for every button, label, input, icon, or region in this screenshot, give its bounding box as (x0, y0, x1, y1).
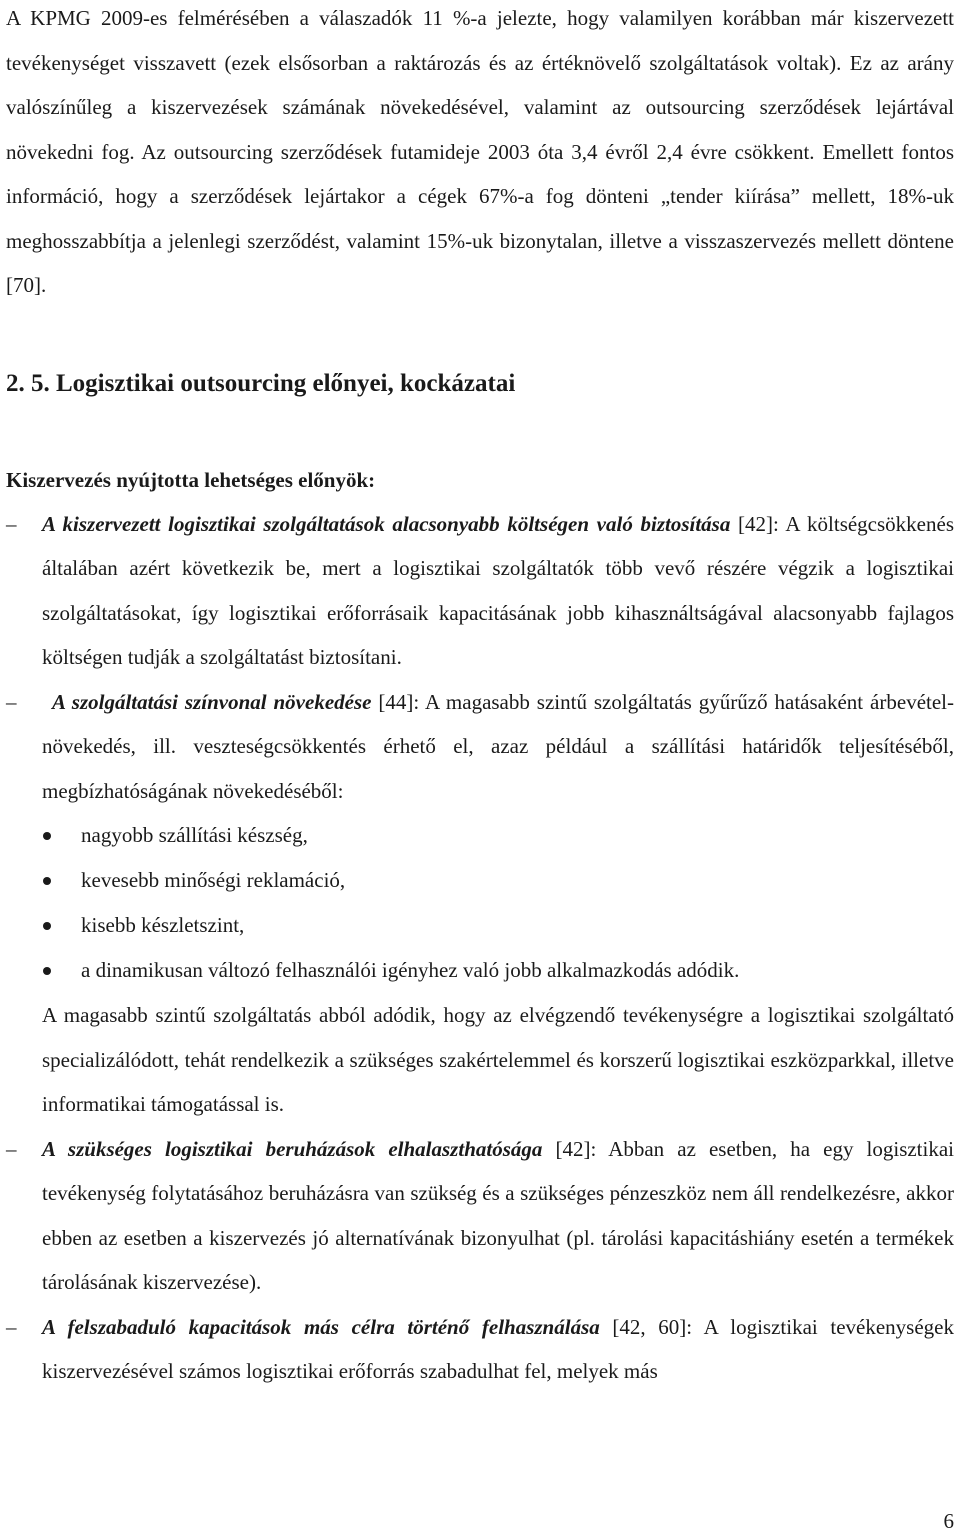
intro-paragraph: A KPMG 2009-es felmérésében a válaszadók 11 %-a jelezte, hogy valamilyen korábban már kiszervezett tevékenységet visszavett (ezek elsősorban a raktározás és az értéknövelő szolgáltatások voltak). Ez az arány valószínűleg a kiszervezések számának növekedésével, valamint az outsourcing szerződések lejártával növekedni fog. Az outsourcing szerződések futamideje 2003 óta 3,4 évről 2,4 évre csökkent. Emellett fontos információ, hogy a szerződések lejártakor a cégek 67%-a fog dönteni „tender kiírása” mellett, 18%-uk meghosszabbítja a jelenlegi szerződést, valamint 15%-uk bizonytalan, illetve a visszaszervezés mellett döntene [70]. (6, 6, 954, 297)
dash-marker: – (6, 1136, 17, 1161)
list-item: kisebb készletszint, (42, 903, 954, 948)
advantage-lead: A kiszervezett logisztikai szolgáltatások alacsonyabb költségen való biztosítása (42, 511, 731, 536)
section-heading: 2. 5. Logisztikai outsourcing előnyei, kockázatai (6, 369, 516, 397)
service-benefits-list (6, 813, 954, 993)
advantage-lead: A szolgáltatási színvonal növekedése (52, 689, 372, 714)
bullet-icon (43, 832, 51, 840)
advantage-body: [44]: A magasabb szintű szolgáltatás gyűrűző hatásaként árbevétel-növekedés, ill. veszteségcsökkentés érhető el, azaz például a szállítási határidők teljesítéséből, megbízhatóságának növekedéséből: (42, 689, 954, 803)
list-item: kevesebb minőségi reklamáció, (42, 858, 954, 903)
advantage-body: [42]: Abban az esetben, ha egy logisztikai tevékenység folytatásához beruházásra van szükség és a szükséges pénzeszköz nem áll rendelkezésre, akkor ebben az esetben a kiszervezés jó alternatívának bizonyulhat (pl. tárolási kapacitáshiány esetén a termékek tárolásának kiszervezése). (42, 1136, 955, 1294)
advantage-body: [42]: A költségcsökkenés általában azért következik be, mert a logisztikai szolgáltatók több vevő részére végzik a logisztikai szolgáltatásokat, így logisztikai erőforrásaik kapacitásának jobb kihasználtságával alacsonyabb fajlagos költségen tudják a szolgáltatást biztosítani. (42, 511, 954, 669)
document-page (6, 0, 954, 1394)
advantages-heading: Kiszervezés nyújtotta lehetséges előnyök: (6, 467, 376, 492)
bullet-icon (43, 877, 51, 885)
list-item: a dinamikusan változó felhasználói igényhez való jobb alkalmazkodás adódik. (42, 948, 954, 993)
advantage-text (42, 1305, 954, 1394)
dash-marker: – (6, 1314, 17, 1339)
advantage-item-freed-capacity (6, 1305, 954, 1394)
dash-marker: – (6, 689, 17, 714)
advantage-lead: A szükséges logisztikai beruházások elhalaszthatósága (42, 1136, 543, 1161)
advantage-item-cost (6, 502, 954, 680)
advantage-lead: A felszabaduló kapacitások más célra történő felhasználása (42, 1314, 600, 1339)
advantage-body: [42, 60]: A logisztikai tevékenységek kiszervezésével számos logisztikai erőforrás szabadulhat fel, melyek más (42, 1314, 954, 1383)
page-number: 6 (943, 1509, 954, 1533)
advantage-text (42, 680, 954, 814)
advantage-text (42, 502, 954, 680)
bullet-icon (43, 922, 51, 930)
service-level-explanation: A magasabb szintű szolgáltatás abból adódik, hogy az elvégzendő tevékenységre a logisztikai szolgáltató specializálódott, tehát rendelkezik a szükséges szakértelemmel és korszerű logisztikai eszközparkkal, illetve informatikai támogatással is. (42, 1003, 954, 1116)
bullet-icon (43, 967, 51, 975)
list-item: nagyobb szállítási készség, (42, 813, 954, 858)
advantage-item-investment-deferral (6, 1127, 954, 1305)
advantage-text (42, 1127, 954, 1305)
dash-marker: – (6, 511, 17, 536)
advantage-item-service-level (6, 680, 954, 814)
